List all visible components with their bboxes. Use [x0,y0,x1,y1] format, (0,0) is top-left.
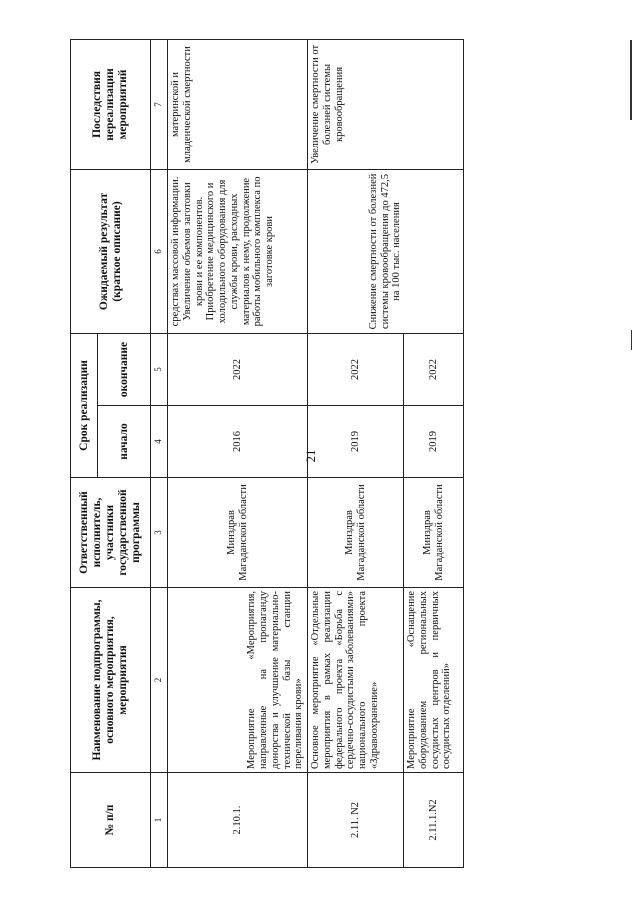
header-name: Наименование подпрограммы, основного мероприятия, мероприятия [71,588,151,773]
header-responsible: Ответственный исполнитель, участники государственной программы [71,478,151,588]
column-number-row [151,39,168,867]
row-result: Снижение смертности от болезней системы кровообращения до 472,5 на 100 тыс. населения [308,169,464,333]
row-end: 2022 [308,333,404,405]
row-responsible: Минздрав Магаданской области [404,478,464,588]
column-number: 6 [151,169,168,333]
row-end: 2022 [168,333,308,405]
row-start: 2019 [308,406,404,478]
column-number: 2 [151,588,168,773]
row-result: средствах массовой информации. Увеличение объемов заготовки крови и ее компонентов. Приобретение медицинского и холодильного оборудования для службы крови, расходных материалов к нему, продолжение работы мобильного комплекса по заготовке крови [168,169,308,333]
scan-edge-mark [630,40,632,120]
header-end: окончание [98,333,151,405]
header-result: Ожидаемый результат (краткое описание) [71,169,151,333]
header-period: Срок реализации [71,333,98,477]
page-number: 21 [303,449,318,463]
program-table [70,39,464,868]
header-row [71,39,98,867]
row-name: Мероприятие «Оснащение оборудованием региональных сосудистых центров и первичных сосудистых отделений» [404,588,464,773]
column-number: 3 [151,478,168,588]
header-consequences: Последствия нереализации мероприятий [71,39,151,169]
row-responsible: Минздрав Магаданской области [308,478,404,588]
column-number: 7 [151,39,168,169]
row-responsible: Минздрав Магаданской области [168,478,308,588]
row-name: Мероприятие «Мероприятия, направленные на пропаганду донорства и улучшение материально-технической базы станции переливания крови» [168,588,308,773]
column-number: 1 [151,773,168,868]
row-num: 2.11.1.N2 [404,773,464,868]
row-consequences: Увеличение смертности от болезней системы кровообращения [308,39,464,169]
header-start: начало [98,406,151,478]
row-consequences: материнской и младенческой смертности [168,39,308,169]
column-number: 5 [151,333,168,405]
row-name: Основное мероприятие «Отдельные мероприятия в рамках реализации федерального проекта «Борьба с сердечно-сосудистыми заболеваниями» национального проекта «Здравоохранение» [308,588,404,773]
table-row [308,39,404,867]
row-start: 2019 [404,406,464,478]
row-end: 2022 [404,333,464,405]
column-number: 4 [151,406,168,478]
header-num: № п/п [71,773,151,868]
row-start: 2016 [168,406,308,478]
row-num: 2.11. N2 [308,773,404,868]
row-num: 2.10.1. [168,773,308,868]
table-row [168,39,308,867]
scan-edge-mark [631,330,632,350]
table-container [70,40,462,868]
